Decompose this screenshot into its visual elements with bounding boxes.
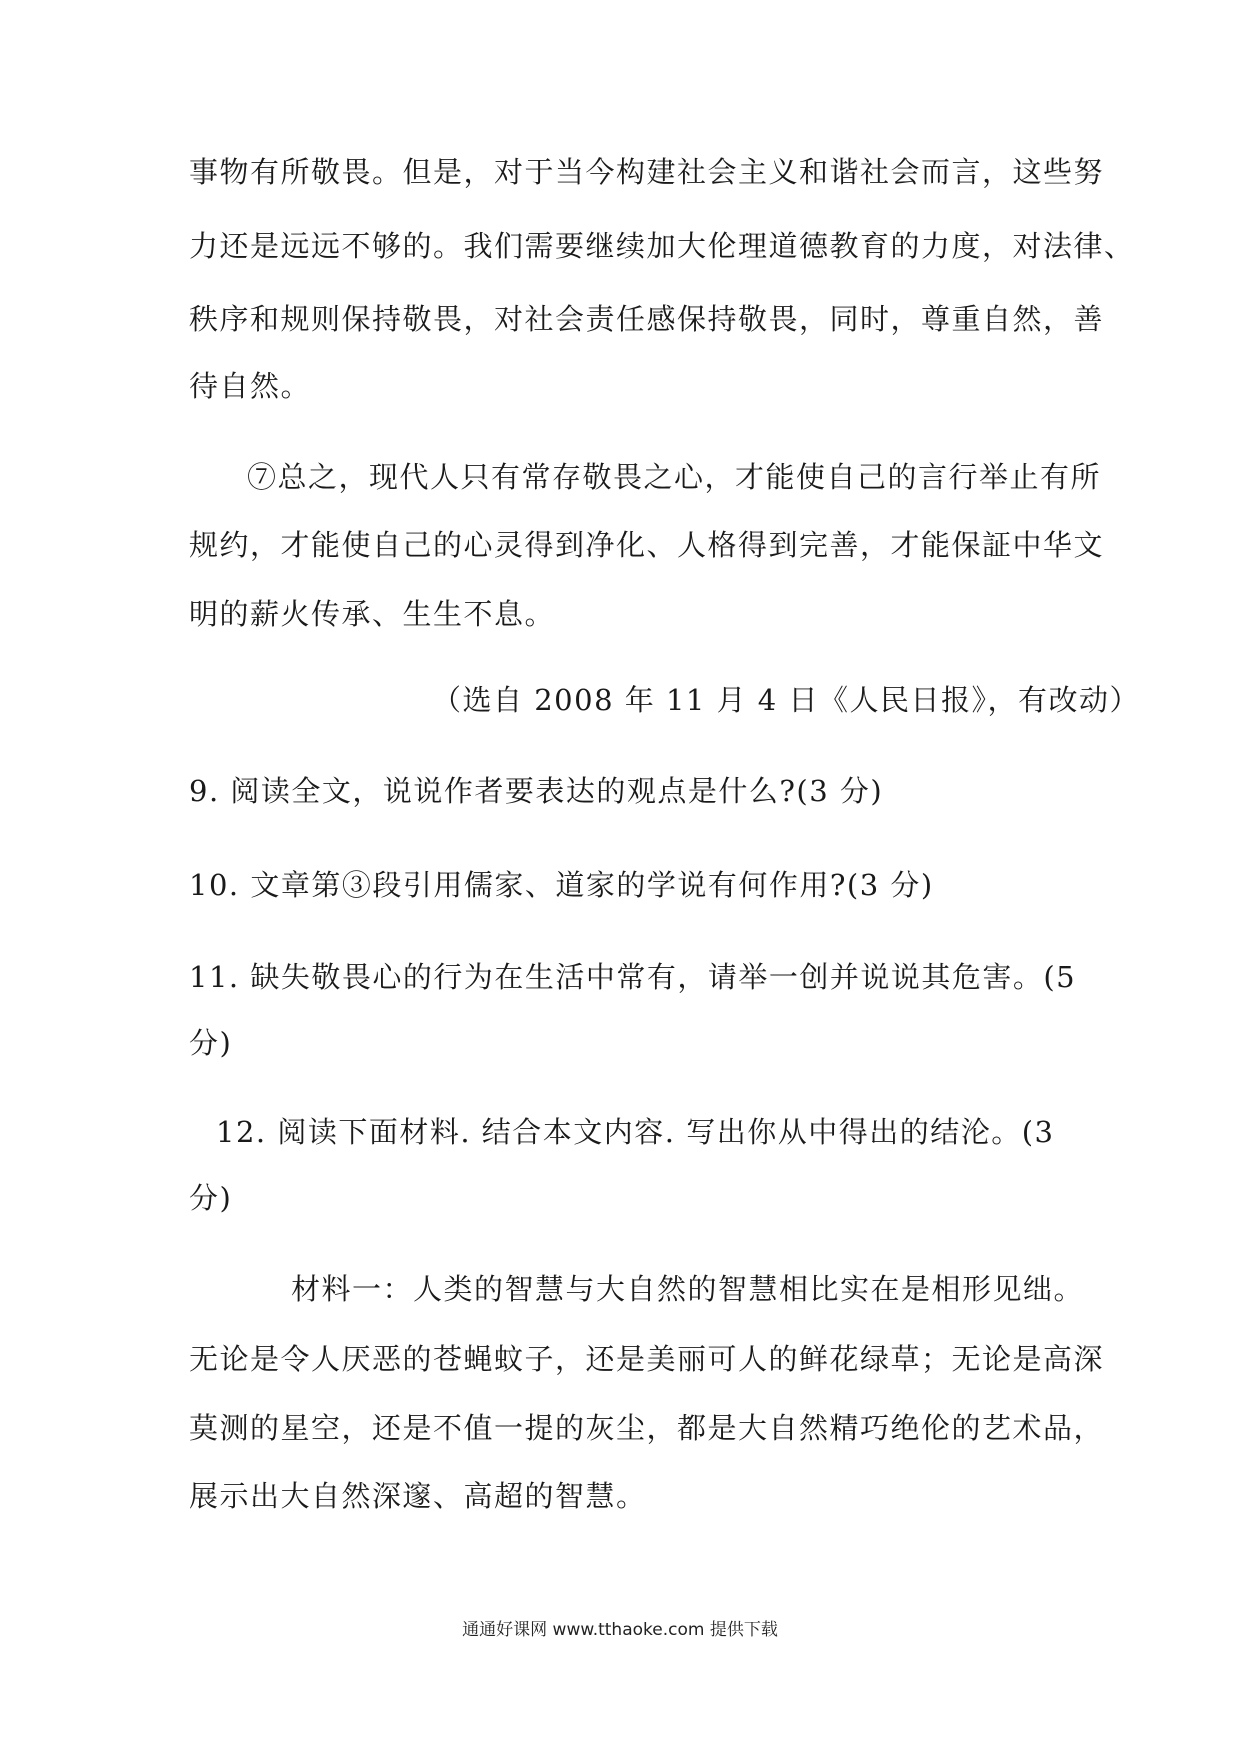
text-line: 规约，才能使自己的心灵得到净化、人格得到完善，才能保証中华文 [189,528,1105,562]
question-9: 9. 阅读全文，说说作者要表达的观点是什么?(3 分) [189,774,884,808]
question-11: 11. 缺失敬畏心的行为在生活中常有，请举一创并说说其危害。(5 [189,960,1077,994]
text-line: 展示出大自然深邃、高超的智慧。 [189,1479,647,1513]
text-line: 无论是令人厌恶的苍蝇蚊子，还是美丽可人的鲜花绿草；无论是高深 [189,1342,1105,1376]
text-line: 秩序和规则保持敬畏，对社会责任感保持敬畏，同时，尊重自然，善 [189,302,1105,336]
question-12: 12. 阅读下面材料. 结合本文内容. 写出你从中得出的结沦。(3 [216,1115,1055,1149]
footer-watermark: 通通好课网 www.tthaoke.com 提供下载 [462,1620,778,1640]
question-11-continued: 分) [189,1026,233,1060]
material-one-start: 材料一：人类的智慧与大自然的智慧相比实在是相形见绌。 [291,1272,1085,1306]
source-citation: （选自 2008 年 11 月 4 日《人民日报》，有改动） [432,683,1140,717]
paragraph-7-start: ⑦总之，现代人只有常存敬畏之心，才能使自己的言行举止有所 [247,460,1102,494]
text-line: 明的薪火传承、生生不息。 [189,597,556,631]
text-line: 事物有所敬畏。但是，对于当今构建社会主义和谐社会而言，这些努 [189,155,1105,189]
text-line: 待自然。 [189,369,312,403]
text-line: 莫测的星空，还是不值一提的灰尘，都是大自然精巧绝伦的艺术品， [189,1411,1105,1445]
text-line: 力还是远远不够的。我们需要继续加大伦理道德教育的力度，对法律、 [189,229,1135,263]
question-12-continued: 分) [189,1181,233,1215]
question-10: 10. 文章第③段引用儒家、道家的学说有何作用?(3 分) [189,868,934,902]
